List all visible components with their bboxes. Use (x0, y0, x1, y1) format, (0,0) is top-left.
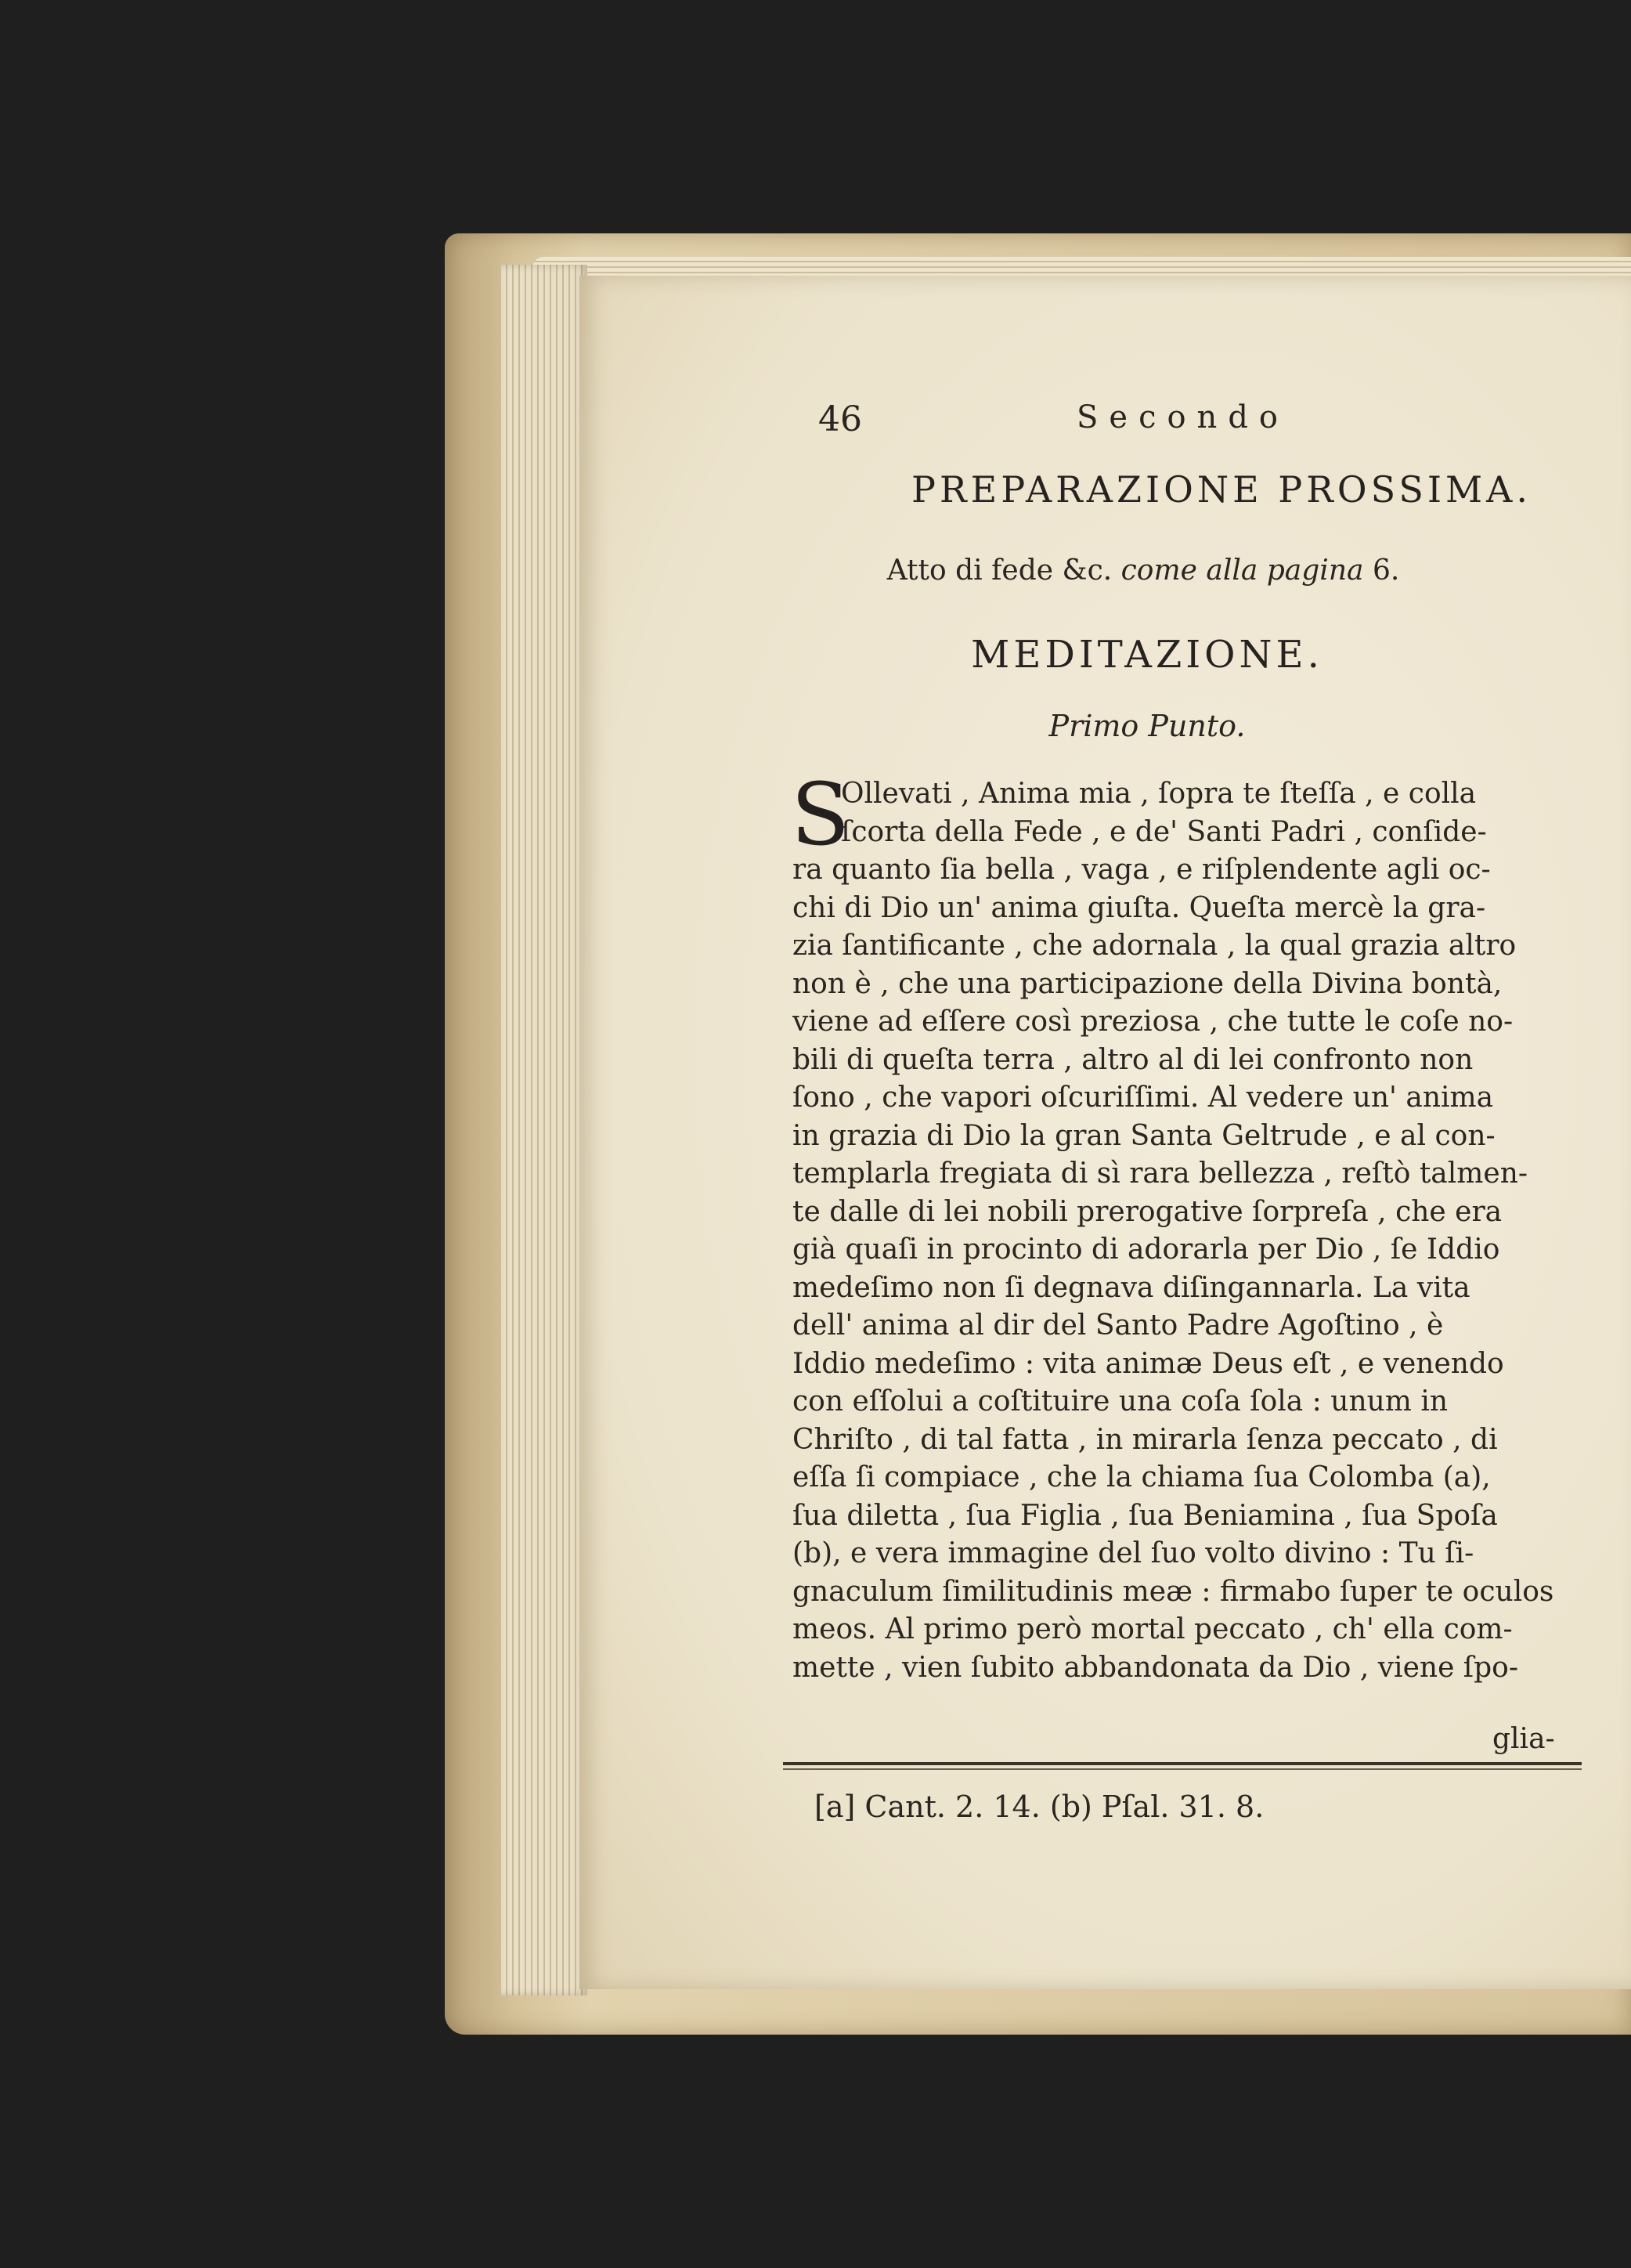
subline-italic: come alla pagina (1120, 554, 1364, 587)
text-line: Chriſto , di tal fatta , in mirarla ſenza peccato , di (792, 1423, 1498, 1456)
footnote: [a] Cant. 2. 14. (b) Pſal. 31. 8. (814, 1789, 1265, 1824)
running-title: Secondo (1077, 399, 1290, 435)
subline-roman: Atto di fede &c. (886, 554, 1113, 587)
text-line: in grazia di Dio la gran Santa Geltrude , e al con- (792, 1119, 1496, 1152)
text-line: già quaſi in procinto di adorarla per Dio , ſe Iddio (792, 1233, 1500, 1266)
text-line: ſcorta della Fede , e de' Santi Padri , conſide- (841, 815, 1487, 848)
text-line: ſono , che vapori oſcuriſſimi. Al vedere un' anima (792, 1082, 1494, 1114)
text-line: bili di queſta terra , altro al di lei confronto non (792, 1043, 1474, 1076)
drop-cap: S (791, 764, 850, 865)
main-heading: PREPARAZIONE PROSSIMA. (911, 468, 1532, 511)
subheading-line (861, 554, 1425, 587)
text-line: medeſimo non ſi degnava diſingannarla. La vita (792, 1271, 1470, 1304)
text-line: zia ſantificante , che adornala , la qual grazia altro (792, 930, 1517, 962)
subline-ref: 6. (1372, 554, 1400, 587)
text-line: chi di Dio un' anima giuſta. Queſta mercè la gra- (792, 891, 1486, 924)
catchword: glia- (1492, 1723, 1555, 1755)
text-line: meos. Al primo però mortal peccato , ch' ella com- (792, 1613, 1513, 1645)
footnote-rule-thin (783, 1768, 1582, 1770)
text-line: dell' anima al dir del Santo Padre Agoſtino , è (792, 1309, 1444, 1342)
text-line: eſſa ſi compiace , che la chiama ſua Colomba (a), (792, 1461, 1491, 1493)
text-line: non è , che una participazione della Divina bontà, (792, 967, 1503, 1000)
text-line: ſua diletta , ſua Figlia , ſua Beniamina , ſua Spoſa (792, 1499, 1498, 1532)
footnote-rule (783, 1762, 1582, 1765)
section-heading: MEDITAZIONE. (971, 633, 1323, 677)
text-line: (b), e vera immagine del ſuo volto divino : Tu ſi- (792, 1537, 1474, 1569)
page-number: 46 (818, 399, 862, 439)
text-line: te dalle di lei nobili prerogative ſorpreſa , che era (792, 1195, 1503, 1228)
text-line: Ollevati , Anima mia , ſopra te ſteſſa , e colla (841, 778, 1477, 810)
text-line: mette , vien ſubito abbandonata da Dio , viene ſpo- (792, 1651, 1519, 1684)
text-line: viene ad eſſere così preziosa , che tutte le coſe no- (792, 1006, 1514, 1038)
text-line: ra quanto ſia bella , vaga , e riſplendente agli oc- (792, 854, 1491, 886)
text-line: gnaculum ſimilitudinis meæ : firmabo ſuper te oculos (792, 1575, 1554, 1608)
text-line: Iddio medeſimo : vita animæ Deus eſt , e venendo (792, 1347, 1504, 1380)
point-title: Primo Punto. (1048, 709, 1246, 743)
body-text (791, 764, 1582, 1687)
text-line: templarla fregiata di sì rara bellezza , reſtò talmen- (792, 1157, 1528, 1190)
gutter-page-edges (501, 265, 587, 1995)
text-line: con eſſolui a coſtituire una coſa ſola : unum in (792, 1385, 1449, 1418)
